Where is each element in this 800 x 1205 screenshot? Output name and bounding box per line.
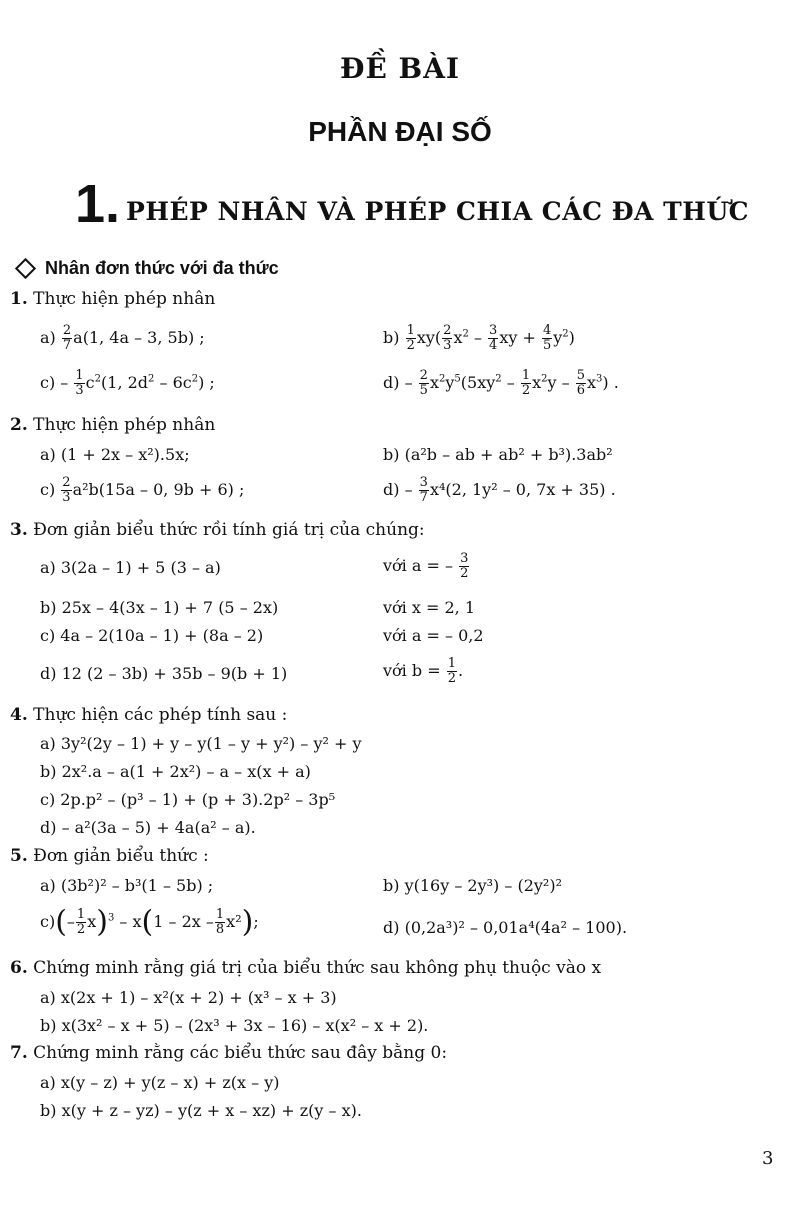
exponent: 2 — [562, 328, 569, 340]
expr-part: (1, 2d — [101, 373, 149, 392]
question-number: 2. — [10, 415, 28, 435]
q1-item-b — [383, 324, 575, 353]
numerator: 1 — [447, 656, 456, 671]
open-paren: ( — [55, 904, 67, 940]
expr-part: ) ; — [198, 373, 215, 392]
expr-part: – — [468, 328, 488, 347]
question-3 — [10, 520, 425, 540]
denominator: 6 — [576, 383, 585, 398]
numerator: 3 — [489, 323, 498, 338]
denominator: 2 — [406, 338, 415, 353]
question-text: Thực hiện phép nhân — [33, 289, 216, 309]
q7-item-a: a) x(y – z) + y(z – x) + z(x – y) — [40, 1073, 280, 1092]
denominator: 3 — [62, 490, 71, 505]
numerator: 1 — [75, 368, 84, 383]
numerator: 1 — [406, 323, 415, 338]
q3-value-a — [383, 552, 470, 581]
question-number: 4. — [10, 705, 28, 725]
denominator: 8 — [215, 922, 225, 937]
expr-part: x — [587, 373, 597, 392]
q4-item-d: d) – a²(3a – 5) + 4a(a² – a). — [40, 818, 256, 837]
fraction — [459, 552, 469, 581]
fraction — [447, 657, 457, 686]
q1-item-c — [40, 369, 215, 398]
chapter-heading — [75, 174, 750, 234]
numerator: 2 — [62, 323, 72, 338]
q3-value-b: với x = 2, 1 — [383, 598, 476, 617]
open-paren: ( — [141, 904, 154, 940]
denominator: 7 — [419, 490, 428, 505]
numerator: 3 — [460, 551, 469, 566]
question-number: 5. — [10, 846, 28, 866]
fraction — [406, 324, 416, 353]
fraction — [442, 324, 452, 353]
document-title: ĐỀ BÀI — [339, 52, 461, 85]
fraction — [488, 324, 498, 353]
denominator: 2 — [447, 671, 456, 686]
denominator: 7 — [62, 338, 72, 353]
denominator: 2 — [521, 383, 531, 398]
question-5 — [10, 846, 209, 866]
expr-part: x² — [226, 912, 242, 931]
q3-item-a: a) 3(2a – 1) + 5 (3 – a) — [40, 558, 221, 577]
numerator: 1 — [521, 368, 531, 383]
question-number: 3. — [10, 520, 28, 540]
chapter-title: PHÉP NHÂN VÀ PHÉP CHIA CÁC ĐA THỨC — [126, 197, 750, 226]
q5-item-b: b) y(16y – 2y³) – (2y²)² — [383, 876, 562, 895]
exponent: 2 — [94, 373, 102, 385]
section-heading — [14, 258, 279, 279]
expr-part: x⁴(2, 1y² – 0, 7x + 35) . — [429, 480, 616, 499]
question-text: Đơn giản biểu thức rồi tính giá trị của chúng: — [33, 520, 425, 540]
denominator: 3 — [443, 338, 452, 353]
exponent: 2 — [495, 373, 502, 385]
q4-item-b: b) 2x².a – a(1 + 2x²) – a – x(x + a) — [40, 762, 311, 781]
q1-item-a — [40, 324, 205, 353]
q4-item-c: c) 2p.p² – (p³ – 1) + (p + 3).2p² – 3p⁵ — [40, 790, 336, 809]
q3-value-c: với a = – 0,2 — [383, 626, 484, 645]
expr-part: x — [453, 328, 463, 347]
numerator: 4 — [542, 323, 552, 338]
question-6 — [10, 958, 601, 978]
denominator: 5 — [542, 338, 552, 353]
part-title: PHẦN ĐẠI SỐ — [308, 116, 492, 147]
expr-part: x — [87, 912, 97, 931]
expr-part: (5xy — [460, 373, 496, 392]
denominator: 2 — [76, 922, 86, 937]
expr-part: ) . — [602, 373, 619, 392]
expr-part: ) — [568, 328, 575, 347]
fraction — [521, 369, 531, 398]
fraction — [215, 908, 225, 937]
exponent: 2 — [438, 373, 446, 385]
expr-part: – — [501, 373, 520, 392]
q5-item-c: c)(– $\frac{1}{2}$ x)$^3$ – x(1 – 2x – $\frac{1}{8}$ x²); — [40, 904, 259, 940]
q2-item-d — [383, 476, 616, 505]
fraction — [61, 476, 71, 505]
exponent: 2 — [462, 328, 469, 340]
numerator: 3 — [419, 475, 428, 490]
exponent: 2 — [191, 373, 199, 385]
numerator: 2 — [62, 475, 71, 490]
q6-item-a: a) x(2x + 1) – x²(x + 2) + (x³ – x + 3) — [40, 988, 337, 1007]
chapter-number: 1. — [75, 174, 121, 234]
value-text: với a = – — [383, 556, 453, 575]
section-title: Nhân đơn thức với đa thức — [45, 258, 279, 278]
fraction — [74, 369, 84, 398]
fraction — [62, 324, 72, 353]
expr-part: y — [445, 373, 455, 392]
denominator: 4 — [489, 338, 498, 353]
fraction — [542, 324, 552, 353]
close-paren: ) — [241, 904, 254, 940]
exponent: 2 — [148, 373, 155, 385]
diamond-icon — [15, 258, 36, 279]
denominator: 3 — [75, 383, 84, 398]
q3-value-d — [383, 657, 463, 686]
q4-item-a: a) 3y²(2y – 1) + y – y(1 – y + y²) – y² + y — [40, 734, 362, 753]
numerator: 2 — [443, 323, 452, 338]
exponent: 3 — [107, 912, 115, 924]
q2-item-b: b) (a²b – ab + ab² + b³).3ab² — [383, 445, 613, 464]
question-7 — [10, 1043, 447, 1063]
item-label: c) — [40, 912, 56, 931]
fraction — [76, 908, 86, 937]
fraction — [576, 369, 586, 398]
numerator: 5 — [576, 368, 585, 383]
page-number: 3 — [762, 1148, 774, 1169]
expr-part: xy + — [499, 328, 541, 347]
close-paren: ) — [96, 904, 108, 940]
question-number: 6. — [10, 958, 28, 978]
q2-item-c — [40, 476, 244, 505]
item-label: c) — [40, 480, 56, 499]
expr-part: a²b(15a – 0, 9b + 6) ; — [72, 480, 245, 499]
question-text: Thực hiện các phép tính sau : — [33, 705, 288, 725]
question-text: Chứng minh rằng giá trị của biểu thức sau không phụ thuộc vào x — [33, 958, 602, 978]
expr-part: 1 – 2x – — [153, 912, 214, 931]
value-text: với b = — [383, 661, 441, 680]
question-text: Đơn giản biểu thức : — [33, 846, 209, 866]
question-number: 1. — [10, 289, 28, 309]
denominator: 2 — [460, 566, 469, 581]
question-text: Chứng minh rằng các biểu thức sau đây bằng 0: — [33, 1043, 448, 1063]
expr-part: – 6c — [154, 373, 192, 392]
item-label: b) — [383, 328, 400, 347]
expr-part: c — [85, 373, 95, 392]
question-text: Thực hiện phép nhân — [33, 415, 216, 435]
numerator: 1 — [76, 907, 86, 922]
expr-part: x — [532, 373, 542, 392]
question-4 — [10, 705, 287, 725]
exponent: 5 — [454, 373, 461, 385]
q2-item-a: a) (1 + 2x – x²).5x; — [40, 445, 190, 464]
question-2 — [10, 415, 215, 435]
denominator: 5 — [419, 383, 428, 398]
q5-item-a: a) (3b²)² – b³(1 – 5b) ; — [40, 876, 214, 895]
expr-part: . — [457, 661, 464, 680]
expr-part: y – — [547, 373, 575, 392]
exponent: 3 — [596, 373, 603, 385]
numerator: 1 — [215, 907, 225, 922]
item-label: a) — [40, 328, 56, 347]
expr-part: y — [553, 328, 563, 347]
question-number: 7. — [10, 1043, 28, 1063]
fraction — [419, 476, 429, 505]
numerator: 2 — [419, 368, 428, 383]
item-expression: a(1, 4a – 3, 5b) ; — [73, 328, 205, 347]
q3-item-b: b) 25x – 4(3x – 1) + 7 (5 – 2x) — [40, 598, 279, 617]
item-label: d) – — [383, 480, 413, 499]
q7-item-b: b) x(y + z – yz) – y(z + x – xz) + z(y – x). — [40, 1101, 362, 1120]
expr-part: xy( — [416, 328, 442, 347]
q3-item-d: d) 12 (2 – 3b) + 35b – 9(b + 1) — [40, 664, 288, 683]
expr-part: x — [429, 373, 439, 392]
item-label: d) – — [383, 373, 413, 392]
question-1 — [10, 289, 215, 309]
q5-item-d: d) (0,2a³)² – 0,01a⁴(4a² – 100). — [383, 918, 628, 937]
fraction — [419, 369, 429, 398]
expr-part: ; — [253, 912, 259, 931]
expr-part: – x — [114, 912, 142, 931]
q6-item-b: b) x(3x² – x + 5) – (2x³ + 3x – 16) – x(x² – x + 2). — [40, 1016, 429, 1035]
q1-item-d — [383, 369, 619, 398]
q3-item-c: c) 4a – 2(10a – 1) + (8a – 2) — [40, 626, 264, 645]
exponent: 2 — [541, 373, 548, 385]
item-label: c) – — [40, 373, 69, 392]
